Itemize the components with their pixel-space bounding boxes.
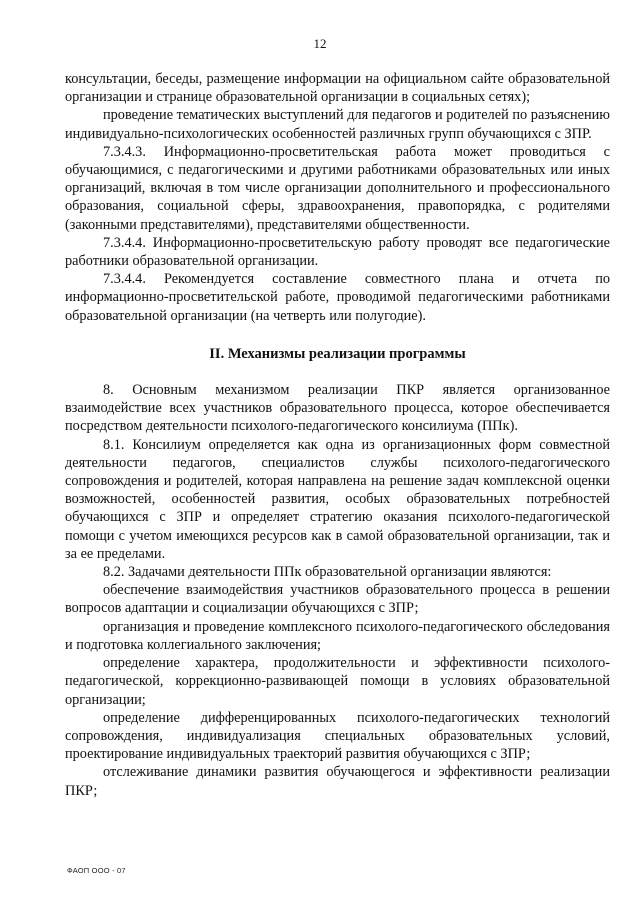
paragraph: консультации, беседы, размещение информации на официальном сайте образовательной организации и странице образовательной организации в социальных сетях); bbox=[65, 71, 610, 106]
paragraph: отслеживание динамики развития обучающегося и эффективности реализации ПКР; bbox=[65, 764, 610, 799]
paragraph: 7.3.4.4. Информационно-просветительскую работу проводят все педагогические работники образовательной организации. bbox=[65, 234, 610, 270]
document-body bbox=[65, 70, 610, 800]
paragraph: 8. Основным механизмом реализации ПКР является организованное взаимодействие всех участников образовательного процесса, которое обеспечивается посредством деятельности психолого-педагогического консилиума (ППк). bbox=[65, 382, 610, 435]
paragraph: обеспечение взаимодействия участников образовательного процесса в решении вопросов адаптации и социализации обучающихся с ЗПР; bbox=[65, 582, 610, 617]
paragraphs-top bbox=[65, 70, 610, 325]
paragraph: 8.1. Консилиум определяется как одна из организационных форм совместной деятельности педагогов, специалистов службы психолого-педагогического сопровождения и родителей, которая направлена на решение задач комплексной оценки возможностей, особенностей развития, особых образовательных потребностей обучающихся с ЗПР и определяет стратегию оказания психолого-педагогической помощи с учетом имеющихся ресурсов как в самой образовательной организации, так и за ее пределами. bbox=[65, 436, 610, 562]
paragraph: 7.3.4.4. Рекомендуется составление совместного плана и отчета по информационно-просветительской работе, проводимой педагогическими работниками образовательной организации (на четверть или полугодие). bbox=[65, 271, 610, 324]
paragraph: определение характера, продолжительности и эффективности психолого-педагогической, коррекционно-развивающей помощи в условиях образовательной организации; bbox=[65, 655, 610, 708]
paragraphs-bottom bbox=[65, 381, 610, 800]
footer-code: ФАОП ООО - 07 bbox=[67, 866, 126, 875]
paragraph: 7.3.4.3. Информационно-просветительская работа может проводиться с обучающимися, с педагогическими и другими работниками образовательных или иных организаций, включая в том числе организации дополнительного и профессионального образования, социальной сферы, здравоохранения, правопорядка, с родителями (законными представителями), представителями общественности. bbox=[65, 143, 610, 233]
page-number: 12 bbox=[313, 36, 327, 51]
paragraph: определение дифференцированных психолого-педагогических технологий сопровождения, индивидуализация специальных образовательных условий, проектирование индивидуальных траекторий развития обучающихся с ЗПР; bbox=[65, 709, 610, 763]
paragraph: проведение тематических выступлений для педагогов и родителей по разъяснению индивидуально-психологических особенностей различных групп обучающихся с ЗПР. bbox=[65, 107, 610, 142]
paragraph: организация и проведение комплексного психолого-педагогического обследования и подготовка коллегиального заключения; bbox=[65, 618, 610, 653]
paragraph: 8.2. Задачами деятельности ППк образовательной организации являются: bbox=[103, 564, 552, 581]
section-heading: II. Механизмы реализации программы bbox=[209, 345, 466, 362]
